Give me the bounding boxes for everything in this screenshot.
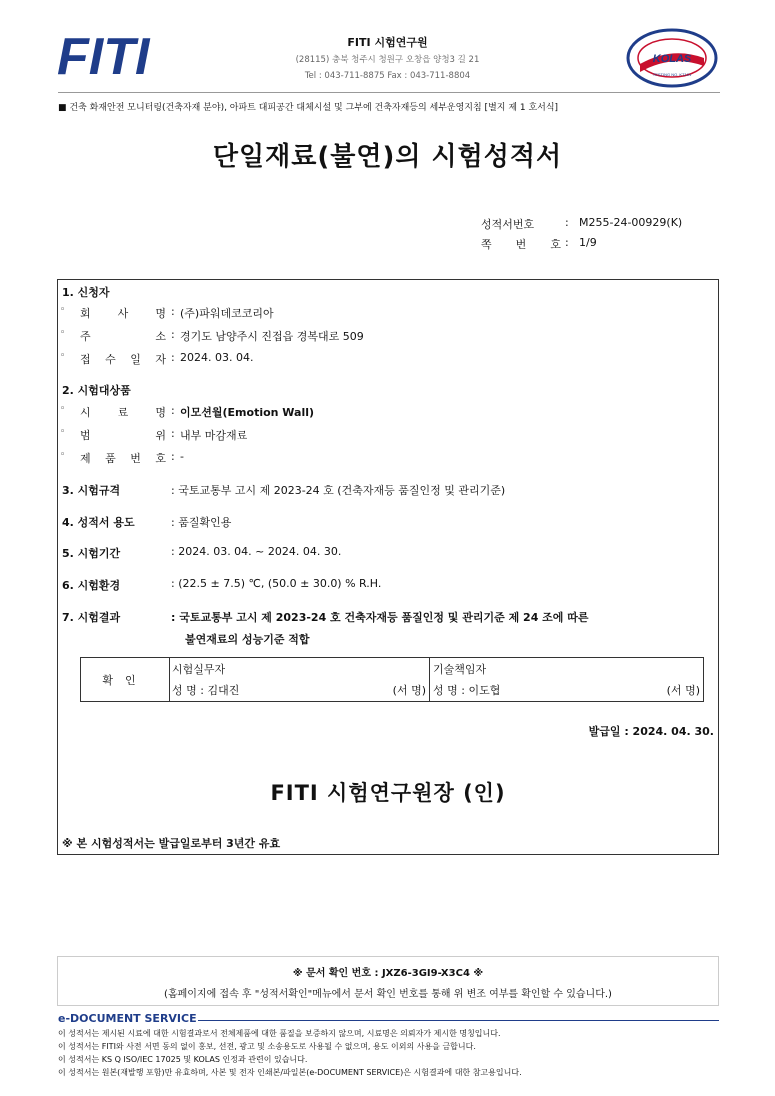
row-label: 회 사 명 — [80, 307, 166, 320]
row-label: 주 소 — [80, 330, 166, 343]
kolas-testing-no: TESTING NO. KT101 — [652, 72, 692, 77]
section-label: 7. 시험결과 — [62, 611, 121, 624]
section-label: 6. 시험환경 — [62, 579, 121, 592]
org-tel: Tel : 043-711-8875 Fax : 043-711-8804 — [304, 71, 471, 81]
document-check-number: ※ 문서 확인 번호 : JXZ6-3GI9-X3C4 ※ — [292, 968, 484, 979]
manager-title: 기술책임자 — [433, 663, 487, 676]
sample-name: 이모션월(Emotion Wall) — [180, 406, 315, 419]
product-scope: 내부 마감재료 — [180, 429, 248, 442]
manager-signature: (서 명) — [666, 684, 700, 697]
note-item: 이 성적서는 제시된 시료에 대한 시험결과로서 전체제품에 대한 품질을 보증하지 않으며, 시료명은 의뢰자가 제시한 명칭입니다. — [58, 1029, 501, 1038]
document-check-description: (홈페이지에 접속 후 "성적서확인"메뉴에서 문서 확인 번호를 통해 위 변조 여부를 확인할 수 있습니다.) — [164, 989, 612, 1000]
director-signature: FITI 시험연구원장 (인) — [270, 781, 506, 805]
fiti-logo-text: FITI — [57, 28, 150, 82]
report-number-row: 성적서번호 : M255-24-00929(K) — [481, 216, 683, 231]
report-purpose: 품질확인용 — [178, 516, 232, 529]
section-label: 3. 시험규격 — [62, 484, 121, 497]
report-body: 1. 신청자 ◦ 회 사 명 : (주)파워데코코리아 ◦ 주 소 : 경기도 남양주시 진접읍 경복대로 509 ◦ 접 수 일 자 : 2024. 03. 04. 2. 시험대상품 ◦ 시 료 명 : 이모션월(Emotion Wall) ◦ 범 위 : 내부 마감재료 ◦ 제 품 번 호 : - 3. 시험규격 : 국토교통부 고시 제 2023-24 호 (건축자재등 품질인정 및 관리기준) 4. 성적서 용도 : 품질확인용 5. 시험기간 : 2024. 03. 04. ~ 2024. 04. 30. 6. 시험환경 : (22.5 ± 7.5) ℃, (50.0 ± 30.0) % R.H. 7. 시험결과 : 국토교통부 고시 제 2023-24 호 건축자재등 품질인정 및 관리기준 제 24 조에 따른 불연재료의 성능기준 적합 확인 시험실무자 성 명 : 김대진 (서 명) 기술책임자 성 명 : 이도협 (서 명) 발급일 : 2024. 04. 30. FITI 시험연구원장 (인) ※ 본 시험성적서는 발급일로부터 3년간 유효 — [57, 279, 719, 855]
page-number-row: 쪽 번 호 : 1/9 — [481, 236, 597, 251]
report-number: M255-24-00929(K) — [579, 216, 683, 229]
row-label: 접 수 일 자 — [80, 353, 166, 366]
receipt-date: 2024. 03. 04. — [180, 351, 254, 364]
note-item: 이 성적서는 FITI와 사전 서면 동의 없이 홍보, 선전, 광고 및 소송용도로 사용될 수 없으며, 용도 이외의 사용을 금합니다. — [58, 1042, 476, 1051]
edocument-divider — [198, 1020, 719, 1021]
company-address: 경기도 남양주시 진접읍 경복대로 509 — [180, 330, 364, 343]
manager-name: 성 명 : 이도협 — [433, 684, 501, 697]
page-number: 1/9 — [579, 236, 597, 249]
test-period: 2024. 03. 04. ~ 2024. 04. 30. — [178, 545, 342, 558]
report-number-label: 성적서번호 — [481, 218, 535, 231]
note-item: 이 성적서는 KS Q ISO/IEC 17025 및 KOLAS 인정과 관련이 있습니다. — [58, 1055, 308, 1064]
test-result-line2: 불연재료의 성능기준 적합 — [185, 633, 310, 646]
row-label: 범 위 — [80, 429, 166, 442]
product-heading: 2. 시험대상품 — [62, 384, 131, 397]
tester-cell — [169, 658, 430, 701]
section-label: 5. 시험기간 — [62, 547, 121, 560]
tester-signature: (서 명) — [392, 684, 426, 697]
tester-title: 시험실무자 — [172, 663, 226, 676]
note-item: 이 성적서는 원본(재발행 포함)만 유효하며, 사본 및 전자 인쇄본/파일본(e-DOCUMENT SERVICE)은 시험결과에 대한 참고용입니다. — [58, 1068, 522, 1077]
manager-cell — [430, 658, 703, 701]
tester-name: 성 명 : 김대진 — [172, 684, 240, 697]
company-name: (주)파워데코코리아 — [180, 307, 274, 320]
kolas-text: KOLAS — [652, 53, 692, 65]
test-environment: (22.5 ± 7.5) ℃, (50.0 ± 30.0) % R.H. — [178, 577, 382, 590]
product-number: - — [180, 450, 184, 463]
row-label: 제 품 번 호 — [80, 452, 166, 465]
section-label: 4. 성적서 용도 — [62, 516, 135, 529]
document-check-box — [57, 956, 719, 1006]
report-notes — [58, 1027, 522, 1079]
edocument-service-title: e-DOCUMENT SERVICE — [58, 1012, 197, 1025]
confirm-label: 확인 — [81, 658, 170, 701]
form-note: ■ 건축 화재안전 모니터링(건축자재 분야), 아파트 대피공간 대체시설 및 그부에 건축자재등의 세부운영지침 [별지 제 1 호서식] — [58, 103, 559, 113]
applicant-heading: 1. 신청자 — [62, 286, 110, 299]
confirmation-table — [80, 657, 704, 702]
org-address: (28115) 충북 청주시 청원구 오창읍 양청3 길 21 — [295, 55, 480, 65]
test-standard: 국토교통부 고시 제 2023-24 호 (건축자재등 품질인정 및 관리기준) — [178, 484, 506, 497]
row-label: 시 료 명 — [80, 406, 166, 419]
issue-date: 발급일 : 2024. 04. 30. — [588, 725, 714, 738]
validity-note: ※ 본 시험성적서는 발급일로부터 3년간 유효 — [62, 837, 281, 850]
test-result-line1: 국토교통부 고시 제 2023-24 호 건축자재등 품질인정 및 관리기준 제 24 조에 따른 — [179, 611, 589, 624]
org-name: FITI 시험연구원 — [347, 36, 428, 49]
kolas-seal — [626, 28, 718, 88]
header-divider — [58, 92, 720, 93]
page-number-label: 쪽 번 호 — [481, 238, 561, 251]
document-title: 단일재료(불연)의 시험성적서 — [212, 142, 563, 172]
